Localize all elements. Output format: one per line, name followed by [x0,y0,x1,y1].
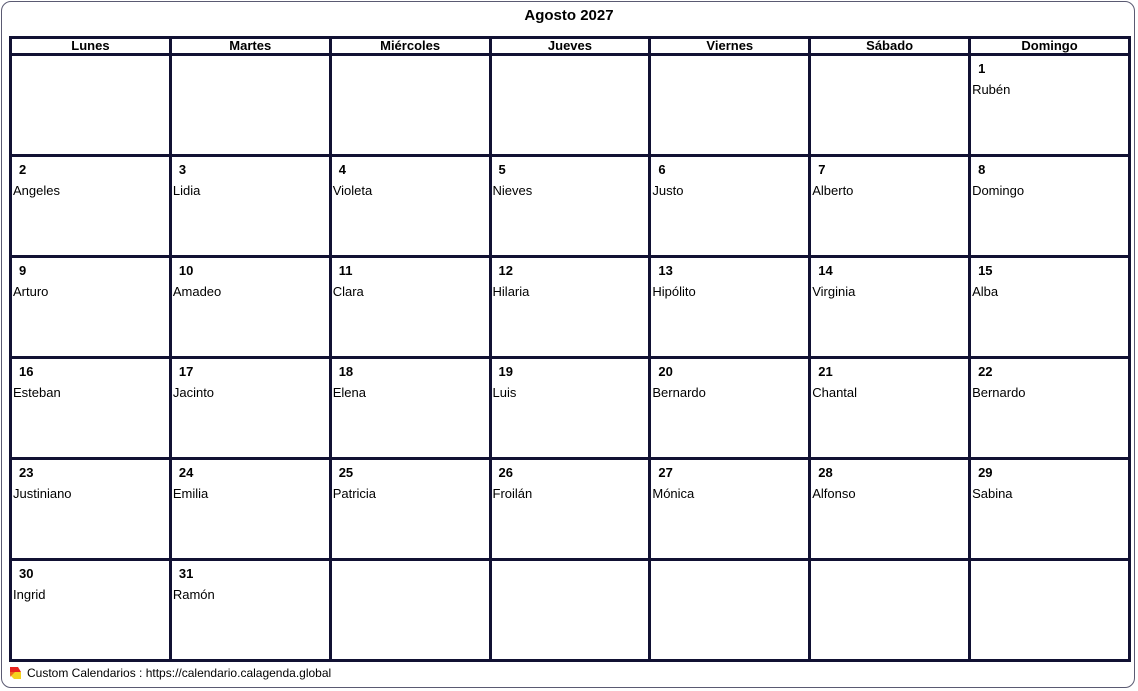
day-cell[interactable] [330,156,490,257]
weekday-header: Jueves [490,38,650,55]
day-cell[interactable] [11,156,171,257]
day-cell[interactable] [11,358,171,459]
day-number: 25 [338,465,354,480]
day-cell[interactable] [11,459,171,560]
day-cell[interactable] [810,459,970,560]
day-cell[interactable] [970,358,1130,459]
week-row [11,156,1130,257]
saint-name: Ramón [172,587,215,602]
saint-name: Emilia [172,486,209,501]
saint-name: Domingo [972,183,1025,198]
saint-name: Sabina [972,486,1013,501]
saint-name: Hilaria [492,284,530,299]
day-cell[interactable] [170,560,330,661]
saint-name: Alberto [812,183,854,198]
day-number: 29 [978,465,993,480]
saint-name: Arturo [13,284,49,299]
day-number: 9 [19,263,27,278]
day-cell[interactable] [490,156,650,257]
weekday-header: Lunes [11,38,171,55]
day-number: 11 [338,263,353,278]
day-number: 12 [498,263,513,278]
day-cell[interactable] [330,459,490,560]
week-row [11,55,1130,156]
day-number: 21 [818,364,833,379]
day-number: 31 [178,566,194,581]
saint-name: Amadeo [172,284,222,299]
saint-name: Patricia [332,486,377,501]
footer [9,666,331,680]
empty-day-cell [970,560,1130,661]
day-cell[interactable] [490,257,650,358]
day-number: 30 [19,566,34,581]
weekday-header: Sábado [810,38,970,55]
day-cell[interactable] [650,459,810,560]
calendar-grid [9,36,1131,662]
saint-name: Justo [652,183,684,198]
day-number: 19 [498,364,513,379]
empty-day-cell [490,560,650,661]
saint-name: Froilán [492,486,533,501]
empty-day-cell [650,55,810,156]
saint-name: Ingrid [13,587,46,602]
day-cell[interactable] [11,257,171,358]
day-number: 18 [338,364,354,379]
day-cell[interactable] [810,257,970,358]
week-row [11,459,1130,560]
saint-name: Alba [972,284,999,299]
calagenda-logo-icon [9,666,22,680]
day-cell[interactable] [810,358,970,459]
day-number: 22 [978,364,993,379]
day-number: 1 [978,61,986,76]
day-number: 28 [818,465,833,480]
day-number: 17 [178,364,194,379]
day-cell[interactable] [810,156,970,257]
saint-name: Bernardo [652,385,706,400]
saint-name: Alfonso [812,486,856,501]
day-number: 16 [19,364,34,379]
empty-day-cell [650,560,810,661]
day-number: 7 [818,162,826,177]
day-number: 3 [178,162,187,177]
day-number: 15 [978,263,993,278]
day-number: 26 [498,465,513,480]
day-number: 27 [658,465,673,480]
week-row [11,560,1130,661]
empty-day-cell [490,55,650,156]
saint-name: Mónica [652,486,695,501]
weekday-header-row [11,38,1130,55]
empty-day-cell [330,55,490,156]
saint-name: Angeles [13,183,60,198]
day-cell[interactable] [970,459,1130,560]
day-number: 20 [658,364,673,379]
saint-name: Esteban [13,385,61,400]
day-cell[interactable] [170,459,330,560]
saint-name: Bernardo [972,385,1026,400]
saint-name: Justiniano [13,486,72,501]
saint-name: Nieves [492,183,533,198]
saint-name: Virginia [812,284,856,299]
day-cell[interactable] [330,257,490,358]
weekday-header: Miércoles [330,38,490,55]
saint-name: Violeta [332,183,373,198]
weekday-header: Viernes [650,38,810,55]
saint-name: Hipólito [652,284,696,299]
weekday-header: Martes [170,38,330,55]
weekday-header: Domingo [970,38,1130,55]
day-number: 23 [19,465,34,480]
day-cell[interactable] [650,257,810,358]
saint-name: Jacinto [172,385,215,400]
day-number: 6 [658,162,666,177]
day-number: 13 [658,263,673,278]
day-number: 8 [978,162,986,177]
saint-name: Lidia [172,183,201,198]
day-cell[interactable] [970,257,1130,358]
day-cell[interactable] [650,156,810,257]
day-cell[interactable] [170,257,330,358]
week-row [11,358,1130,459]
day-cell[interactable] [170,156,330,257]
saint-name: Clara [332,284,364,299]
day-cell[interactable] [11,560,171,661]
day-number: 5 [498,162,506,177]
day-number: 2 [19,162,27,177]
day-number: 24 [178,465,194,480]
empty-day-cell [810,560,970,661]
saint-name: Rubén [972,82,1011,97]
footer-text: Custom Calendarios : https://calendario.calagenda.global [27,666,332,680]
day-cell[interactable] [490,358,650,459]
day-number: 4 [338,162,346,177]
empty-day-cell [11,55,171,156]
day-cell[interactable] [650,358,810,459]
empty-day-cell [810,55,970,156]
saint-name: Elena [332,385,366,400]
saint-name: Luis [492,385,517,400]
day-cell[interactable] [170,358,330,459]
calendar-title: Agosto 2027 [524,7,614,24]
day-cell[interactable] [330,358,490,459]
day-number: 14 [818,263,833,278]
empty-day-cell [330,560,490,661]
empty-day-cell [170,55,330,156]
day-number: 10 [178,263,194,278]
day-cell[interactable] [970,55,1130,156]
day-cell[interactable] [970,156,1130,257]
day-cell[interactable] [490,459,650,560]
saint-name: Chantal [812,385,858,400]
week-row [11,257,1130,358]
